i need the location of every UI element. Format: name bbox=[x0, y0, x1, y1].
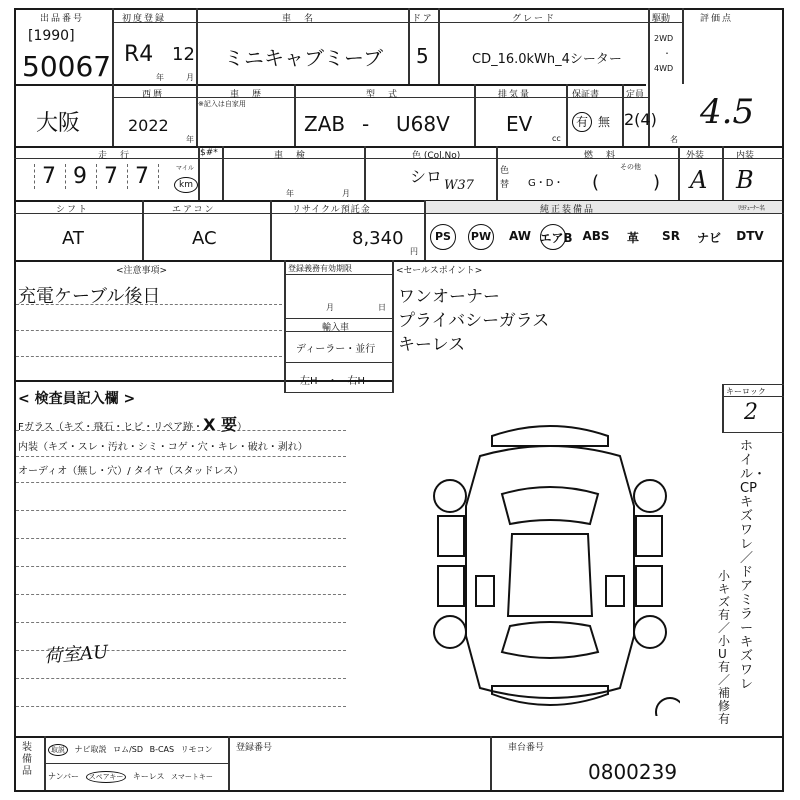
km-unit: km bbox=[174, 177, 198, 193]
equip-aw: AW bbox=[509, 229, 531, 243]
import-type: ディーラー・並行 bbox=[296, 344, 376, 355]
capacity-label: 定員 bbox=[626, 90, 645, 100]
footer-item: B-CAS bbox=[149, 745, 175, 754]
mileage-digits bbox=[34, 164, 159, 189]
h-r1-head bbox=[112, 22, 682, 23]
capacity-unit: 名 bbox=[670, 135, 678, 144]
v-r3-f bbox=[722, 146, 724, 200]
equip-leather: 革 bbox=[626, 231, 639, 245]
mileage-digit: 7 bbox=[96, 164, 127, 189]
note-line bbox=[16, 706, 346, 707]
side-note-2: 小キズ有／小U有／補修有 bbox=[718, 569, 731, 726]
recycle-label: リサイクル預託金 bbox=[292, 205, 371, 215]
chassis-number: 0800239 bbox=[588, 760, 678, 784]
note-line bbox=[16, 456, 346, 457]
v-r3-e bbox=[678, 146, 680, 200]
border-right bbox=[782, 8, 784, 792]
mileage-digit: 9 bbox=[65, 164, 96, 189]
sales-point: プライバシーガラス bbox=[398, 311, 550, 331]
shift-label: シフト bbox=[56, 205, 90, 215]
v-r3-b bbox=[222, 146, 224, 200]
h-notes-e bbox=[284, 392, 394, 393]
glass-text: Fガラス（キズ・飛石・ヒビ・リペア跡・ bbox=[18, 422, 204, 433]
shaken-label: 車 検 bbox=[274, 151, 308, 161]
handwritten-note: 荷室AU bbox=[43, 641, 109, 668]
equip-dtv: DTV bbox=[736, 229, 764, 243]
v-r1-c bbox=[408, 8, 410, 84]
border-left bbox=[14, 8, 16, 792]
v-r1-a bbox=[112, 8, 114, 146]
exterior: A bbox=[690, 166, 708, 194]
month-unit: 月 bbox=[186, 73, 194, 82]
cc-unit: cc bbox=[552, 134, 561, 143]
reg-month: 月 bbox=[326, 303, 334, 312]
western-year: 2022 bbox=[128, 116, 169, 135]
displacement-label: 排気量 bbox=[498, 90, 532, 100]
note-line bbox=[16, 330, 282, 331]
model-code: U68V bbox=[396, 112, 450, 136]
h-notes-b bbox=[284, 318, 394, 319]
color-label: 色 (Col.No) bbox=[412, 151, 461, 161]
h-notes-a bbox=[284, 274, 394, 275]
h-ft-mid bbox=[44, 763, 228, 764]
year-unit-2: 年 bbox=[186, 135, 194, 144]
first-reg-label: 初度登録 bbox=[122, 14, 167, 24]
v-keylock bbox=[722, 384, 724, 432]
reg-no-label: 登録番号 bbox=[236, 743, 273, 753]
yen-unit: 円 bbox=[410, 247, 418, 256]
odometer-label: $#* bbox=[200, 148, 218, 158]
fuel-label: 燃 料 bbox=[584, 151, 618, 161]
reg-day: 日 bbox=[378, 303, 386, 312]
equip-airbag: エアB bbox=[539, 231, 573, 245]
border-bottom bbox=[14, 790, 784, 792]
score: 4.5 bbox=[700, 92, 755, 132]
color-change-label: 色替 bbox=[500, 166, 510, 190]
interior-condition: 内装（キズ・スレ・汚れ・シミ・コゲ・穴・キレ・破れ・剥れ） bbox=[18, 442, 308, 453]
era: R4 bbox=[124, 42, 154, 67]
history-label: 車 歴 bbox=[230, 90, 264, 100]
equipment-header bbox=[426, 201, 782, 213]
lot-prefix: [1990] bbox=[28, 28, 75, 44]
aircon-label: エアコン bbox=[172, 205, 216, 215]
color: シロ bbox=[410, 167, 443, 186]
shift: AT bbox=[62, 228, 84, 249]
drive-label: 駆動 bbox=[652, 14, 671, 24]
h-keylock-top bbox=[722, 384, 784, 385]
v-ft-c bbox=[490, 736, 492, 790]
airbag-circle bbox=[540, 224, 566, 250]
region: 大阪 bbox=[36, 111, 81, 136]
score-label: 評価点 bbox=[700, 14, 734, 24]
footer-items-row2 bbox=[48, 771, 213, 783]
v-r2-b bbox=[294, 84, 296, 146]
audio-tire: オーディオ（無し・穴）/ タイヤ（スタッドレス） bbox=[18, 466, 244, 477]
drive-2wd: 2WD bbox=[654, 34, 674, 43]
car-name: ミニキャブミーブ bbox=[224, 46, 383, 70]
equipment-label: 純正装備品 bbox=[540, 205, 596, 215]
doors: 5 bbox=[416, 44, 429, 68]
note-line bbox=[16, 482, 346, 483]
note-line bbox=[16, 510, 346, 511]
sales-label: <セールスポイント> bbox=[396, 266, 483, 276]
glass-line bbox=[18, 412, 247, 435]
note-line bbox=[16, 678, 346, 679]
caution-label: <注意事項> bbox=[116, 266, 168, 276]
note-line bbox=[16, 594, 346, 595]
v-ft-b bbox=[228, 736, 230, 790]
v-r2-c bbox=[474, 84, 476, 146]
v-r1-b bbox=[196, 8, 198, 84]
equip-sr: SR bbox=[662, 229, 680, 243]
v-r2-a bbox=[196, 84, 198, 146]
mileage-label: 走 行 bbox=[98, 151, 132, 161]
model-prefix: ZAB bbox=[304, 112, 346, 136]
lot-no-label: 出品番号 bbox=[40, 14, 85, 24]
footer-item: ナビ取説 bbox=[74, 745, 107, 754]
chassis-label: 車台番号 bbox=[508, 743, 545, 753]
footer-item: 取説 bbox=[48, 744, 68, 756]
mileage-digit: 7 bbox=[127, 164, 159, 189]
interior-label: 内装 bbox=[736, 151, 755, 161]
h-keylock-bot bbox=[722, 432, 784, 433]
h-r4-head bbox=[14, 213, 784, 214]
keylock-label: キーロック bbox=[726, 387, 766, 396]
note-line bbox=[16, 566, 346, 567]
glass-end: ） bbox=[236, 422, 247, 433]
note-line bbox=[16, 538, 346, 539]
h-notes-d bbox=[284, 362, 394, 363]
v-r1-d bbox=[438, 8, 440, 84]
shaken-year-unit: 年 bbox=[286, 189, 294, 198]
sales-point: キーレス bbox=[398, 335, 466, 355]
fuel-other-label: その他 bbox=[620, 163, 641, 171]
exterior-label: 外装 bbox=[686, 151, 705, 161]
equip-pw: PW bbox=[468, 224, 494, 250]
model-label: 型 式 bbox=[366, 90, 400, 100]
v-r3-d bbox=[496, 146, 498, 200]
rule-footer bbox=[14, 736, 784, 738]
note-line bbox=[16, 356, 282, 357]
footer-item: ナンバー bbox=[48, 772, 80, 781]
steering: 左H ・ 右H bbox=[300, 376, 366, 387]
lot-number: 50067 bbox=[22, 50, 112, 83]
car-name-label: 車 名 bbox=[282, 14, 316, 24]
year-unit: 年 bbox=[156, 73, 164, 82]
footer-items-row1 bbox=[48, 744, 213, 756]
import-label: 輸入車 bbox=[322, 323, 350, 333]
footer-item: スペアキー bbox=[86, 771, 127, 783]
drive-dot: ・ bbox=[663, 49, 671, 58]
mile-unit: マイル bbox=[176, 165, 194, 172]
equip-abs: ABS bbox=[582, 229, 610, 243]
sales-point: ワンオーナー bbox=[398, 287, 500, 307]
drive-4wd: 4WD bbox=[654, 64, 674, 73]
reg-deadline-label: 登録義務有効期限 bbox=[288, 264, 352, 273]
keylock: 2 bbox=[744, 400, 758, 425]
color-code: W37 bbox=[444, 178, 474, 193]
navi-tuner-label: ﾘﾖﾃｭｰﾅｰ名 bbox=[738, 205, 766, 212]
footer-item: リモコン bbox=[180, 745, 213, 754]
fuel-type: EV bbox=[506, 112, 533, 136]
shaken-month-unit: 月 bbox=[342, 189, 350, 198]
warranty-label: 保証書 bbox=[572, 90, 600, 100]
equip-label: 装備品 bbox=[22, 742, 32, 777]
western-year-label: 西暦 bbox=[142, 90, 165, 100]
side-note-1: ホイル・CPキズ ワレ／ドアミラーキズ ワレ bbox=[740, 439, 767, 692]
equip-navi: ナビ bbox=[696, 231, 721, 245]
v-r3-c bbox=[364, 146, 366, 200]
fuel-options: G・D・ bbox=[528, 178, 564, 189]
footer-item: スマートキー bbox=[171, 773, 213, 781]
month: 12 bbox=[172, 44, 195, 65]
model-dash: - bbox=[362, 112, 370, 136]
door-label: ドア bbox=[412, 14, 434, 24]
history-note: ※記入は自家用 bbox=[198, 100, 246, 108]
glass-mark: X 要 bbox=[203, 415, 237, 434]
inspection-title: < 検査員記入欄 > bbox=[18, 391, 136, 407]
note-line bbox=[16, 622, 346, 623]
v-r4-a bbox=[142, 200, 144, 260]
aircon: AC bbox=[192, 228, 217, 249]
recycle: 8,340 bbox=[352, 228, 404, 249]
grade: CD_16.0kWh_4シーター bbox=[472, 52, 622, 67]
warranty-no: 無 bbox=[598, 115, 611, 129]
grade-label: グレード bbox=[512, 14, 557, 24]
v-r2-d bbox=[566, 84, 568, 146]
capacity: 2(4) bbox=[624, 110, 657, 129]
v-r1-f bbox=[682, 8, 684, 84]
caution: 充電ケーブル後日 bbox=[18, 286, 161, 307]
mileage-digit: 7 bbox=[34, 164, 65, 189]
fuel-other: ( ) bbox=[592, 172, 661, 193]
vehicle-damage-diagram bbox=[420, 416, 680, 716]
v-notes-b bbox=[392, 260, 394, 392]
interior: B bbox=[736, 166, 754, 194]
equip-ps: PS bbox=[430, 224, 456, 250]
footer-item: ロム/SD bbox=[113, 745, 144, 754]
rule-row1 bbox=[14, 84, 646, 86]
car-outline-diagram bbox=[434, 426, 680, 716]
v-r4-b bbox=[270, 200, 272, 260]
rule-row4 bbox=[14, 260, 784, 262]
footer-item: キーレス bbox=[132, 772, 165, 781]
border-top bbox=[14, 8, 784, 10]
warranty-yes: 有 bbox=[572, 112, 592, 132]
v-notes-a bbox=[284, 260, 286, 392]
